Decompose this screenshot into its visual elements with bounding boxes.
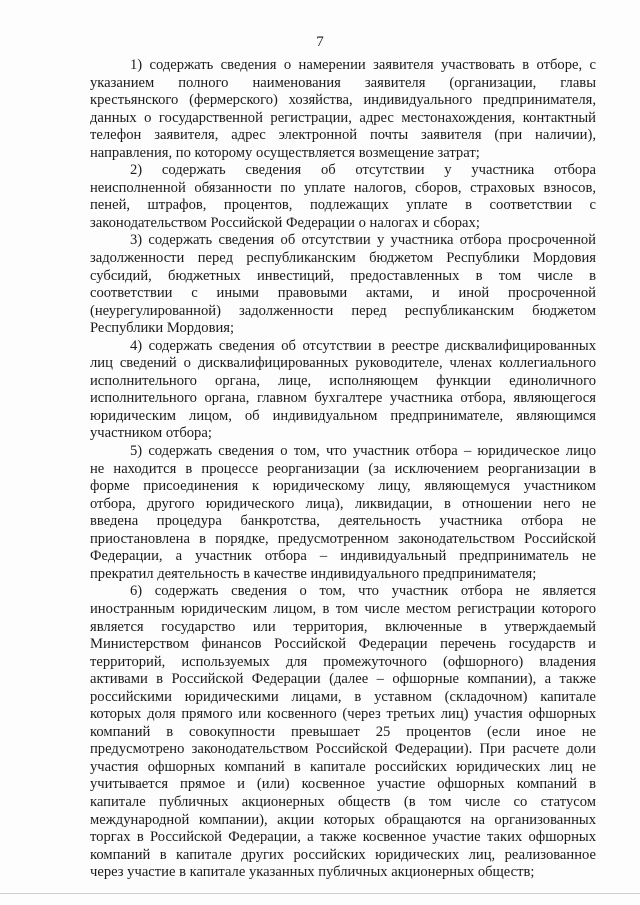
- text-line: лиц сведений о дисквалифицированных руководителе, членах коллегиального: [90, 355, 596, 372]
- text-line: активами в Российской Федерации (далее – офшорные компании), а также: [90, 671, 596, 688]
- text-line: 6) содержать сведения о том, что участник отбора не является: [130, 583, 596, 600]
- text-line: юридическим лицом, об индивидуальном предпринимателе, являющимся: [90, 407, 596, 424]
- text-line: предусмотрено законодательством Российской Федерации). При расчете доли: [90, 741, 596, 758]
- text-line: 4) содержать сведения об отсутствии в реестре дисквалифицированных: [130, 337, 596, 354]
- page-number: 7: [316, 34, 324, 50]
- text-line: приостановлена в порядке, предусмотренном законодательством Российской: [90, 530, 596, 547]
- text-line: не находится в процессе реорганизации (за исключением реорганизации в: [90, 460, 596, 477]
- text-line: международной компании), акции которых обращаются на организованных: [90, 811, 596, 828]
- text-line: российскими юридическими лицами, в уставном (складочном) капитале: [90, 688, 596, 705]
- text-line: введена процедура банкротства, деятельность участника отбора не: [90, 513, 596, 530]
- text-line: через участие в капитале указанных публичных акционерных обществ;: [90, 864, 535, 881]
- text-line: исполнительного органа, главном бухгалтере участника отбора, являющегося: [90, 390, 596, 407]
- text-line: пеней, штрафов, процентов, подлежащих уплате в соответствии с: [90, 197, 596, 214]
- text-line: Министерством финансов Российской Федерации перечень государств и: [90, 636, 596, 653]
- text-line: компаний в капитале других российских юридических лиц, реализованное: [90, 846, 596, 863]
- text-line: законодательством Российской Федерации о налогах и сборах;: [90, 214, 480, 231]
- text-line: указанием полного наименования заявителя (организации, главы: [90, 74, 596, 91]
- text-line: направления, по которому осуществляется возмещение затрат;: [90, 144, 480, 161]
- text-line: которых доля прямого или косвенного (через третьих лиц) участия офшорных: [90, 706, 596, 723]
- text-line: 1) содержать сведения о намерении заявителя участвовать в отборе, с: [130, 57, 596, 73]
- text-line: 2) содержать сведения об отсутствии у участника отбора: [130, 162, 596, 179]
- text-line: неисполненной обязанности по уплате налогов, сборов, страховых взносов,: [90, 179, 596, 196]
- text-line: учитывается прямое и (или) косвенное участие офшорных компаний в: [90, 776, 596, 793]
- text-line: участия офшорных компаний в капитале российских юридических лиц не: [90, 758, 596, 775]
- text-line: крестьянского (фермерского) хозяйства, индивидуального предпринимателя,: [90, 92, 596, 109]
- text-line: 5) содержать сведения о том, что участник отбора – юридическое лицо: [130, 443, 596, 460]
- text-line: компаний в совокупности превышает 25 процентов (если иное не: [90, 723, 596, 740]
- text-line: территорий, используемых для промежуточного (офшорного) владения: [90, 653, 596, 670]
- text-line: Республики Мордовия;: [90, 320, 235, 337]
- text-line: является государство или территория, включенные в утверждаемый: [90, 618, 596, 635]
- text-line: иностранным юридическим лицом, в том числе местом регистрации которого: [90, 600, 596, 617]
- text-line: соответствии с иными правовыми актами, и иной просроченной: [90, 285, 596, 302]
- text-line: капитале публичных акционерных обществ (в том числе со статусом: [90, 793, 596, 810]
- text-line: отбора, другого юридического лица), ликвидации, в отношении него не: [90, 495, 596, 512]
- text-line: Федерации, а участник отбора – индивидуальный предприниматель не: [90, 548, 596, 565]
- text-line: участником отбора;: [90, 425, 212, 442]
- bottom-edge-line: [0, 893, 640, 894]
- text-line: задолженности перед республиканским бюджетом Республики Мордовия: [90, 250, 596, 267]
- body-text: [90, 57, 596, 882]
- text-line: торгах в Российской Федерации, а также косвенное участие таких офшорных: [90, 829, 596, 846]
- text-line: данных о государственной регистрации, адрес местонахождения, контактный: [90, 109, 596, 126]
- text-line: телефон заявителя, адрес электронной почты заявителя (при наличии),: [90, 127, 596, 144]
- text-line: форме присоединения к юридическому лицу, являющемуся участником: [90, 478, 596, 495]
- text-line: субсидий, бюджетных инвестиций, предоставленных в том числе в: [90, 267, 596, 284]
- text-line: исполнительного органа, лице, исполняющем функции единоличного: [90, 372, 596, 389]
- text-line: 3) содержать сведения об отсутствии у участника отбора просроченной: [130, 232, 596, 249]
- text-line: прекратил деятельность в качестве индивидуального предпринимателя;: [90, 565, 537, 582]
- text-line: (неурегулированной) задолженности перед республиканским бюджетом: [90, 302, 596, 319]
